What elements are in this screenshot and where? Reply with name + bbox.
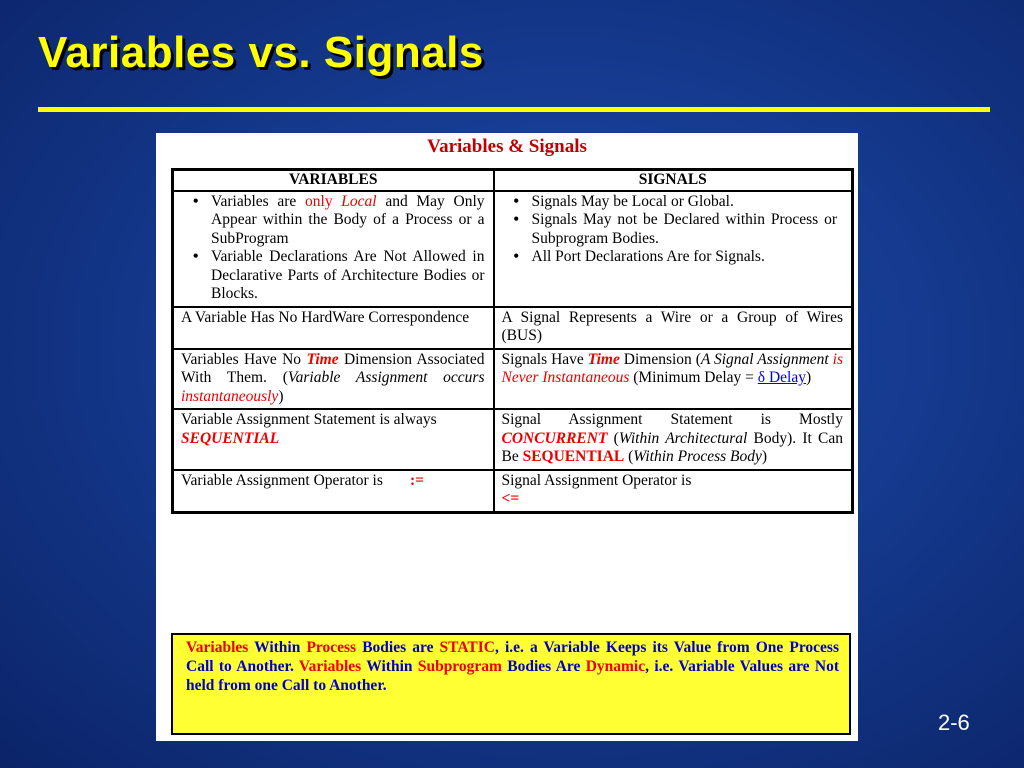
variables-scope-cell [173, 191, 494, 307]
list-item: • Signals May be Local or Global. [513, 192, 734, 210]
delta-delay-link[interactable]: δ Delay [757, 369, 806, 386]
list-item: • Signals May not be Declared within Process or Subprogram Bodies. [513, 211, 837, 247]
table-row [173, 191, 853, 307]
list-item: • All Port Declarations Are for Signals. [513, 248, 765, 265]
signals-time-cell: Signals Have Time Dimension (A Signal Assignment is Never Instantaneous (Minimum Delay = δ Delay) [494, 349, 853, 410]
bullet-icon: • [193, 192, 199, 210]
signals-hardware-cell: A Signal Represents a Wire or a Group of Wires (BUS) [494, 307, 853, 349]
title-underline [38, 107, 990, 112]
variables-time-cell: Variables Have No Time Dimension Associated With Them. (Variable Assignment occurs instantaneously) [173, 349, 494, 410]
bullet-icon: • [193, 248, 199, 265]
variables-hardware-cell: A Variable Has No HardWare Correspondence [173, 307, 494, 349]
comparison-figure [156, 133, 858, 741]
page-number: 2-6 [938, 710, 970, 735]
table-row [173, 470, 853, 513]
header-variables: VARIABLES [173, 170, 494, 191]
table-row [173, 307, 853, 349]
list-item: • Variables are only Local and May Only Appear within the Body of a Process or a SubProgram [193, 192, 485, 247]
table-row [173, 409, 853, 470]
slide-title: Variables vs. Signals [38, 28, 484, 77]
figure-title: Variables & Signals [427, 136, 587, 157]
bullet-icon: • [513, 211, 519, 228]
static-dynamic-note: Variables Within Process Bodies are STATIC, i.e. a Variable Keeps its Value from One Process Call to Another. Variables Within Subprogram Bodies Are Dynamic, i.e. Variable Values are Not held from one Call to Another. [171, 633, 851, 735]
bullet-icon: • [513, 248, 519, 265]
variables-operator-cell: Variable Assignment Operator is := [173, 470, 494, 513]
comparison-table [171, 168, 854, 514]
variables-sequential-cell: Variable Assignment Statement is always SEQUENTIAL [173, 409, 494, 470]
list-item: • Variable Declarations Are Not Allowed in Declarative Parts of Architecture Bodies or Blocks. [193, 248, 485, 302]
table-header-row [173, 170, 853, 191]
bullet-icon: • [513, 192, 519, 210]
signals-concurrent-cell: Signal Assignment Statement is Mostly CONCURRENT (Within Architectural Body). It Can Be SEQUENTIAL (Within Process Body) [494, 409, 853, 470]
signals-scope-cell [494, 191, 853, 307]
signals-operator-cell: Signal Assignment Operator is <= [494, 470, 853, 513]
table-row [173, 349, 853, 410]
header-signals: SIGNALS [494, 170, 853, 191]
